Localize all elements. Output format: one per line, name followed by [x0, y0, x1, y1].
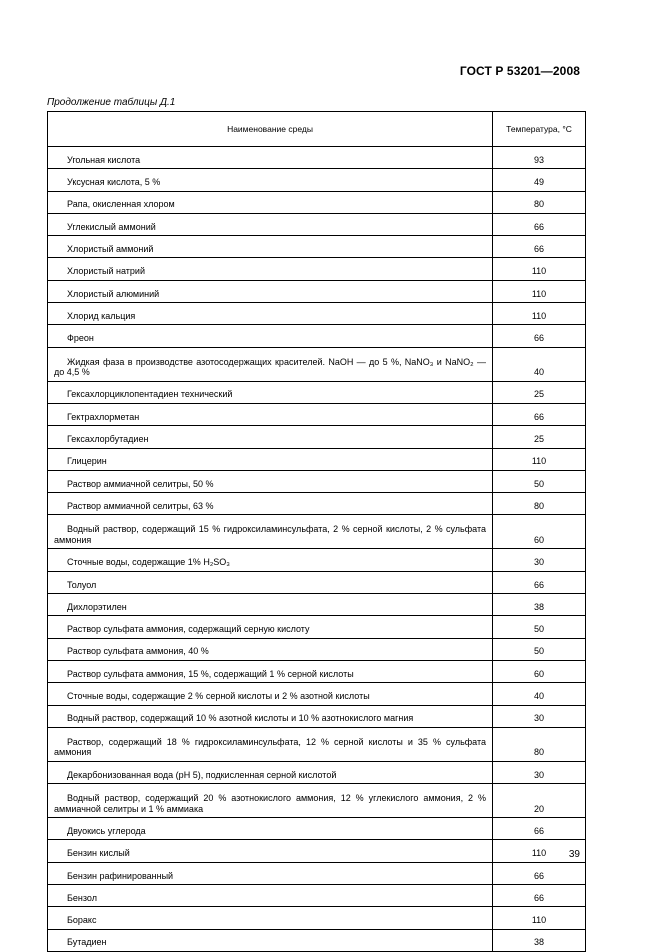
medium-name: Рапа, окисленная хлором — [48, 191, 493, 213]
medium-name: Раствор аммиачной селитры, 63 % — [48, 493, 493, 515]
temperature-value: 38 — [493, 929, 586, 951]
column-header-medium: Наименование среды — [48, 112, 493, 147]
temperature-value: 110 — [493, 258, 586, 280]
temperature-value: 110 — [493, 280, 586, 302]
medium-name: Водный раствор, содержащий 10 % азотной кислоты и 10 % азотнокислого магния — [48, 705, 493, 727]
table-row — [48, 303, 586, 325]
medium-name: Бензин рафинированный — [48, 862, 493, 884]
table-row — [48, 929, 586, 951]
medium-name: Раствор аммиачной селитры, 50 % — [48, 470, 493, 492]
temperature-value: 60 — [493, 660, 586, 682]
table-row — [48, 818, 586, 840]
temperature-value: 66 — [493, 325, 586, 347]
temperature-value: 110 — [493, 907, 586, 929]
table-row — [48, 381, 586, 403]
temperature-value: 20 — [493, 784, 586, 818]
table-row — [48, 448, 586, 470]
medium-name: Раствор, содержащий 18 % гидроксиламинсульфата, 12 % серной кислоты и 35 % сульфата аммония — [48, 727, 493, 761]
table-row — [48, 403, 586, 425]
medium-name: Гексахлорциклопентадиен технический — [48, 381, 493, 403]
medium-name: Хлористый аммоний — [48, 236, 493, 258]
medium-name: Раствор сульфата аммония, 40 % — [48, 638, 493, 660]
page-number: 39 — [568, 849, 580, 860]
temperature-value: 40 — [493, 683, 586, 705]
table-row — [48, 784, 586, 818]
medium-name: Глицерин — [48, 448, 493, 470]
temperature-value: 110 — [493, 448, 586, 470]
temperature-value: 50 — [493, 638, 586, 660]
table-row — [48, 169, 586, 191]
temperature-value: 30 — [493, 761, 586, 783]
table-row — [48, 213, 586, 235]
medium-name: Гексахлорбутадиен — [48, 426, 493, 448]
media-temperature-table — [47, 111, 586, 952]
temperature-value: 66 — [493, 236, 586, 258]
temperature-value: 25 — [493, 381, 586, 403]
medium-name: Дихлорэтилен — [48, 594, 493, 616]
medium-name: Хлористый алюминий — [48, 280, 493, 302]
medium-name: Сточные воды, содержащие 2 % серной кислоты и 2 % азотной кислоты — [48, 683, 493, 705]
table-row — [48, 147, 586, 169]
temperature-value: 93 — [493, 147, 586, 169]
table-row — [48, 280, 586, 302]
table-row — [48, 616, 586, 638]
table-header-row — [48, 112, 586, 147]
temperature-value: 80 — [493, 191, 586, 213]
medium-name: Бензин кислый — [48, 840, 493, 862]
table-row — [48, 191, 586, 213]
medium-name: Сточные воды, содержащие 1% H₂SO₃ — [48, 549, 493, 571]
table-row — [48, 515, 586, 549]
temperature-value: 60 — [493, 515, 586, 549]
temperature-value: 66 — [493, 213, 586, 235]
medium-name: Декарбонизованная вода (рН 5), подкисленная серной кислотой — [48, 761, 493, 783]
table-row — [48, 426, 586, 448]
temperature-value: 49 — [493, 169, 586, 191]
medium-name: Жидкая фаза в производстве азотосодержащих красителей. NaOH — до 5 %, NaNO₃ и NaNO₂ — до 4,5 % — [48, 347, 493, 381]
table-row — [48, 571, 586, 593]
table-row — [48, 594, 586, 616]
temperature-value: 80 — [493, 493, 586, 515]
medium-name: Водный раствор, содержащий 15 % гидроксиламинсульфата, 2 % серной кислоты, 2 % сульфата аммония — [48, 515, 493, 549]
temperature-value: 25 — [493, 426, 586, 448]
temperature-value: 110 — [493, 840, 586, 862]
medium-name: Хлористый натрий — [48, 258, 493, 280]
table-row — [48, 638, 586, 660]
table-row — [48, 907, 586, 929]
medium-name: Бензол — [48, 885, 493, 907]
table-row — [48, 258, 586, 280]
medium-name: Раствор сульфата аммония, содержащий серную кислоту — [48, 616, 493, 638]
medium-name: Хлорид кальция — [48, 303, 493, 325]
table-row — [48, 660, 586, 682]
table-row — [48, 347, 586, 381]
column-header-temperature: Температура, °С — [493, 112, 586, 147]
table-row — [48, 840, 586, 862]
temperature-value: 80 — [493, 727, 586, 761]
medium-name: Двуокись углерода — [48, 818, 493, 840]
temperature-value: 66 — [493, 403, 586, 425]
medium-name: Водный раствор, содержащий 20 % азотнокислого аммония, 12 % углекислого аммония, 2 % аммиачной селитры и 1 % аммиака — [48, 784, 493, 818]
medium-name: Раствор сульфата аммония, 15 %, содержащий 1 % серной кислоты — [48, 660, 493, 682]
table-row — [48, 885, 586, 907]
temperature-value: 66 — [493, 818, 586, 840]
temperature-value: 110 — [493, 303, 586, 325]
table-row — [48, 683, 586, 705]
medium-name: Бутадиен — [48, 929, 493, 951]
table-row — [48, 325, 586, 347]
table-row — [48, 549, 586, 571]
medium-name: Боракс — [48, 907, 493, 929]
medium-name: Угольная кислота — [48, 147, 493, 169]
medium-name: Углекислый аммоний — [48, 213, 493, 235]
table-row — [48, 727, 586, 761]
medium-name: Толуол — [48, 571, 493, 593]
table-row — [48, 705, 586, 727]
temperature-value: 66 — [493, 571, 586, 593]
table-row — [48, 493, 586, 515]
temperature-value: 40 — [493, 347, 586, 381]
medium-name: Фреон — [48, 325, 493, 347]
table-row — [48, 862, 586, 884]
table-row — [48, 236, 586, 258]
table-caption: Продолжение таблицы Д.1 — [47, 97, 176, 108]
temperature-value: 66 — [493, 885, 586, 907]
temperature-value: 50 — [493, 616, 586, 638]
temperature-value: 50 — [493, 470, 586, 492]
temperature-value: 30 — [493, 705, 586, 727]
document-standard-header: ГОСТ Р 53201—2008 — [459, 64, 580, 78]
temperature-value: 38 — [493, 594, 586, 616]
table-row — [48, 470, 586, 492]
medium-name: Гектрахлорметан — [48, 403, 493, 425]
temperature-value: 30 — [493, 549, 586, 571]
medium-name: Уксусная кислота, 5 % — [48, 169, 493, 191]
temperature-value: 66 — [493, 862, 586, 884]
table-row — [48, 761, 586, 783]
